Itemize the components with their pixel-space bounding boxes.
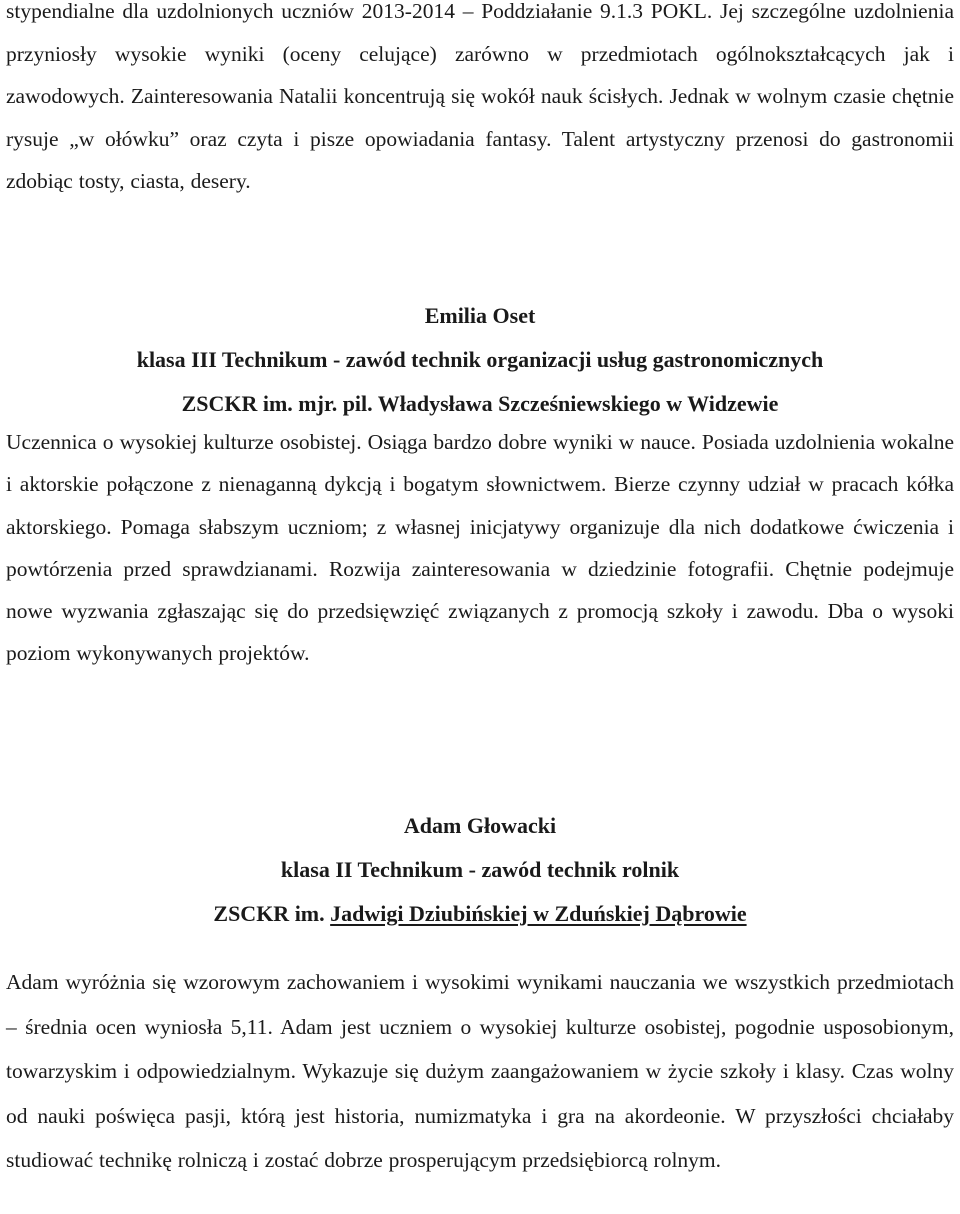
natalia-description: stypendialne dla uzdolnionych uczniów 2013-2014 – Poddziałanie 9.1.3 POKL. Jej szczególne uzdolnienia przyniosły wysokie wyniki (oceny celujące) zarówno w przedmiotach ogólnokształcących jak i zawodowych. Zainteresowania Natalii koncentrują się wokół nauk ścisłych. Jednak w wolnym czasie chętnie rysuje „w ołówku” oraz czyta i pisze opowiadania fantasy. Talent artystyczny przenosi do gastronomii zdobiąc tosty, ciasta, desery. <box>6 0 954 193</box>
adam-description: Adam wyróżnia się wzorowym zachowaniem i wysokimi wynikami nauczania we wszystkich przedmiotach – średnia ocen wyniosła 5,11. Adam jest uczniem o wysokiej kulturze osobistej, pogodnie usposobionym, towarzyskim i odpowiedzialnym. Wykazuje się dużym zaangażowaniem w życie szkoły i klasy. Czas wolny od nauki poświęca pasji, którą jest historia, numizmatyka i gra na akordeonie. W przyszłości chciałaby studiować technikę rolniczą i zostać dobrze prosperującym przedsiębiorcą rolnym. <box>6 970 954 1172</box>
emilia-description: Uczennica o wysokiej kulturze osobistej. Osiąga bardzo dobre wyniki w nauce. Posiada uzdolnienia wokalne i aktorskie połączone z nienaganną dykcją i bogatym słownictwem. Bierze czynny udział w pracach kółka aktorskiego. Pomaga słabszym uczniom; z własnej inicjatywy organizuje dla nich dodatkowe ćwiczenia i powtórzenia przed sprawdzianami. Rozwija zainteresowania w dziedzinie fotografii. Chętnie podejmuje nowe wyzwania zgłaszając się do przedsięwzięć związanych z promocją szkoły i zawodu. Dba o wysoki poziom wykonywanych projektów. <box>6 430 954 666</box>
adam-section <box>6 960 954 1183</box>
adam-class-line: klasa II Technikum - zawód technik rolnik <box>280 857 680 882</box>
emilia-class-line: klasa III Technikum - zawód technik organizacji usług gastronomicznych <box>136 347 824 372</box>
adam-school-underlined: Jadwigi Dziubińskiej w Zduńskiej Dąbrowie <box>330 901 747 926</box>
emilia-header <box>6 294 954 426</box>
adam-name: Adam Głowacki <box>403 813 557 838</box>
emilia-section <box>6 421 954 675</box>
adam-header <box>6 804 954 936</box>
adam-school-line <box>6 892 954 936</box>
emilia-school-line: ZSCKR im. mjr. pil. Władysława Szcześniewskiego w Widzewie <box>181 391 779 416</box>
adam-school-prefix: ZSCKR im. <box>213 901 331 926</box>
natalia-section <box>6 0 954 203</box>
emilia-name: Emilia Oset <box>424 303 536 328</box>
